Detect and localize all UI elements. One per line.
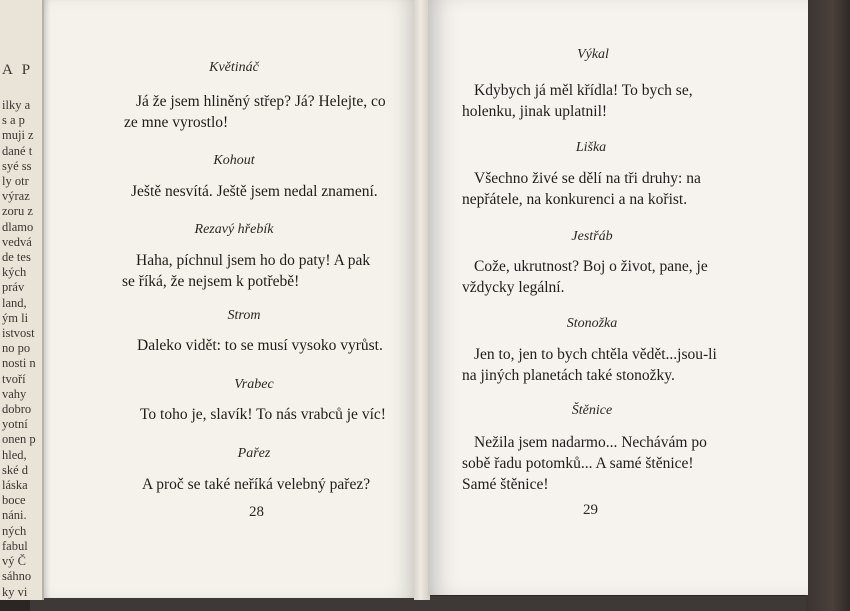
previous-page-line: nosti n	[2, 356, 36, 371]
page-number: 28	[249, 504, 264, 520]
previous-page-line: dobro	[2, 402, 32, 417]
previous-page-line: muji z	[2, 128, 34, 143]
previous-page-line: onen p	[2, 432, 36, 447]
previous-page-lines	[2, 98, 44, 600]
entry-title: Liška	[575, 140, 607, 155]
entry-title: Pařez	[237, 446, 271, 461]
entry-title: Kohout	[213, 153, 255, 168]
previous-page-line: yotní	[2, 417, 28, 432]
entry-title: Výkal	[577, 47, 609, 62]
previous-page-heading: A P	[2, 62, 34, 78]
book-right-edge	[806, 0, 850, 611]
previous-page-line: ly otr	[2, 174, 29, 189]
entry-text: Ještě nesvítá. Ještě jsem nedal znamení.	[131, 183, 378, 200]
page-number: 29	[583, 502, 598, 518]
previous-page-line: ných	[2, 523, 27, 538]
previous-page-line: de tes	[2, 250, 31, 265]
previous-page-line: tvoří	[2, 371, 26, 386]
entry-text: Nežila jsem nadarmo... Nechávám po sobě řadu potomků... A samé štěnice! Samé štěnice!	[462, 434, 707, 493]
entry-text: A proč se také neříká velebný pařez?	[142, 476, 371, 493]
previous-page-line: vý Č	[2, 554, 26, 569]
previous-page-line: zoru z	[2, 204, 33, 219]
left-page	[44, 0, 417, 598]
entry-title: Jestřáb	[571, 229, 613, 244]
entry-title: Štěnice	[571, 403, 613, 418]
previous-page-line: syé ss	[2, 158, 32, 173]
entry-text: Kdybych já měl křídla! To bych se, holenku, jinak uplatnil!	[462, 82, 693, 120]
previous-page-line: práv	[2, 280, 25, 295]
entry-text: Jen to, jen to bych chtěla vědět...jsou-li na jiných planetách také stonožky.	[462, 346, 717, 384]
previous-page-line: ky vi	[2, 584, 28, 599]
previous-page-line: ilky a	[2, 98, 31, 112]
entry-text: Daleko vidět: to se musí vysoko vyrůst.	[137, 337, 383, 354]
previous-page-line: náni.	[2, 508, 27, 523]
previous-page-line: hled,	[2, 447, 27, 462]
previous-page-line: istvost	[2, 326, 35, 341]
previous-page-line: ým li	[2, 310, 29, 325]
entry-title: Květináč	[209, 60, 259, 75]
previous-page-line: výraz	[2, 189, 30, 204]
entry-text: Všechno živé se dělí na tři druhy: na nepřátele, na konkurenci a na kořist.	[462, 170, 701, 208]
entry-text: Já že jsem hliněný střep? Já? Helejte, co ze mne vyrostlo!	[124, 93, 386, 131]
previous-page-line: sáhno	[2, 569, 32, 584]
previous-page-line: s a p	[2, 113, 25, 128]
entry-title: Vrabec	[234, 377, 274, 392]
previous-page-line: vahy	[2, 386, 27, 401]
previous-page-line: kých	[2, 265, 27, 280]
entry-title: Rezavý hřebík	[194, 222, 274, 237]
right-page	[428, 0, 808, 595]
previous-page-line: dlamo	[2, 219, 34, 234]
previous-page-line: no po	[2, 341, 31, 356]
entry-title: Strom	[227, 308, 261, 323]
previous-page-line: fabul	[2, 538, 28, 553]
previous-page-line: boce	[2, 493, 26, 508]
entry-title: Stonožka	[566, 316, 618, 331]
previous-page-line: ské d	[2, 462, 29, 477]
previous-page-line: vedvá	[2, 234, 32, 249]
entry-text: Cože, ukrutnost? Boj o život, pane, je vždycky legální.	[462, 258, 708, 296]
entry-text: To toho je, slavík! To nás vrabců je víc!	[140, 406, 386, 423]
previous-page-strip	[0, 0, 44, 600]
previous-page-line: láska	[2, 478, 28, 493]
previous-page-line: dané t	[2, 143, 33, 158]
entry-text: Haha, píchnul jsem ho do paty! A pak se říká, že nejsem k potřebě!	[122, 252, 371, 290]
previous-page-line: land,	[2, 295, 27, 310]
